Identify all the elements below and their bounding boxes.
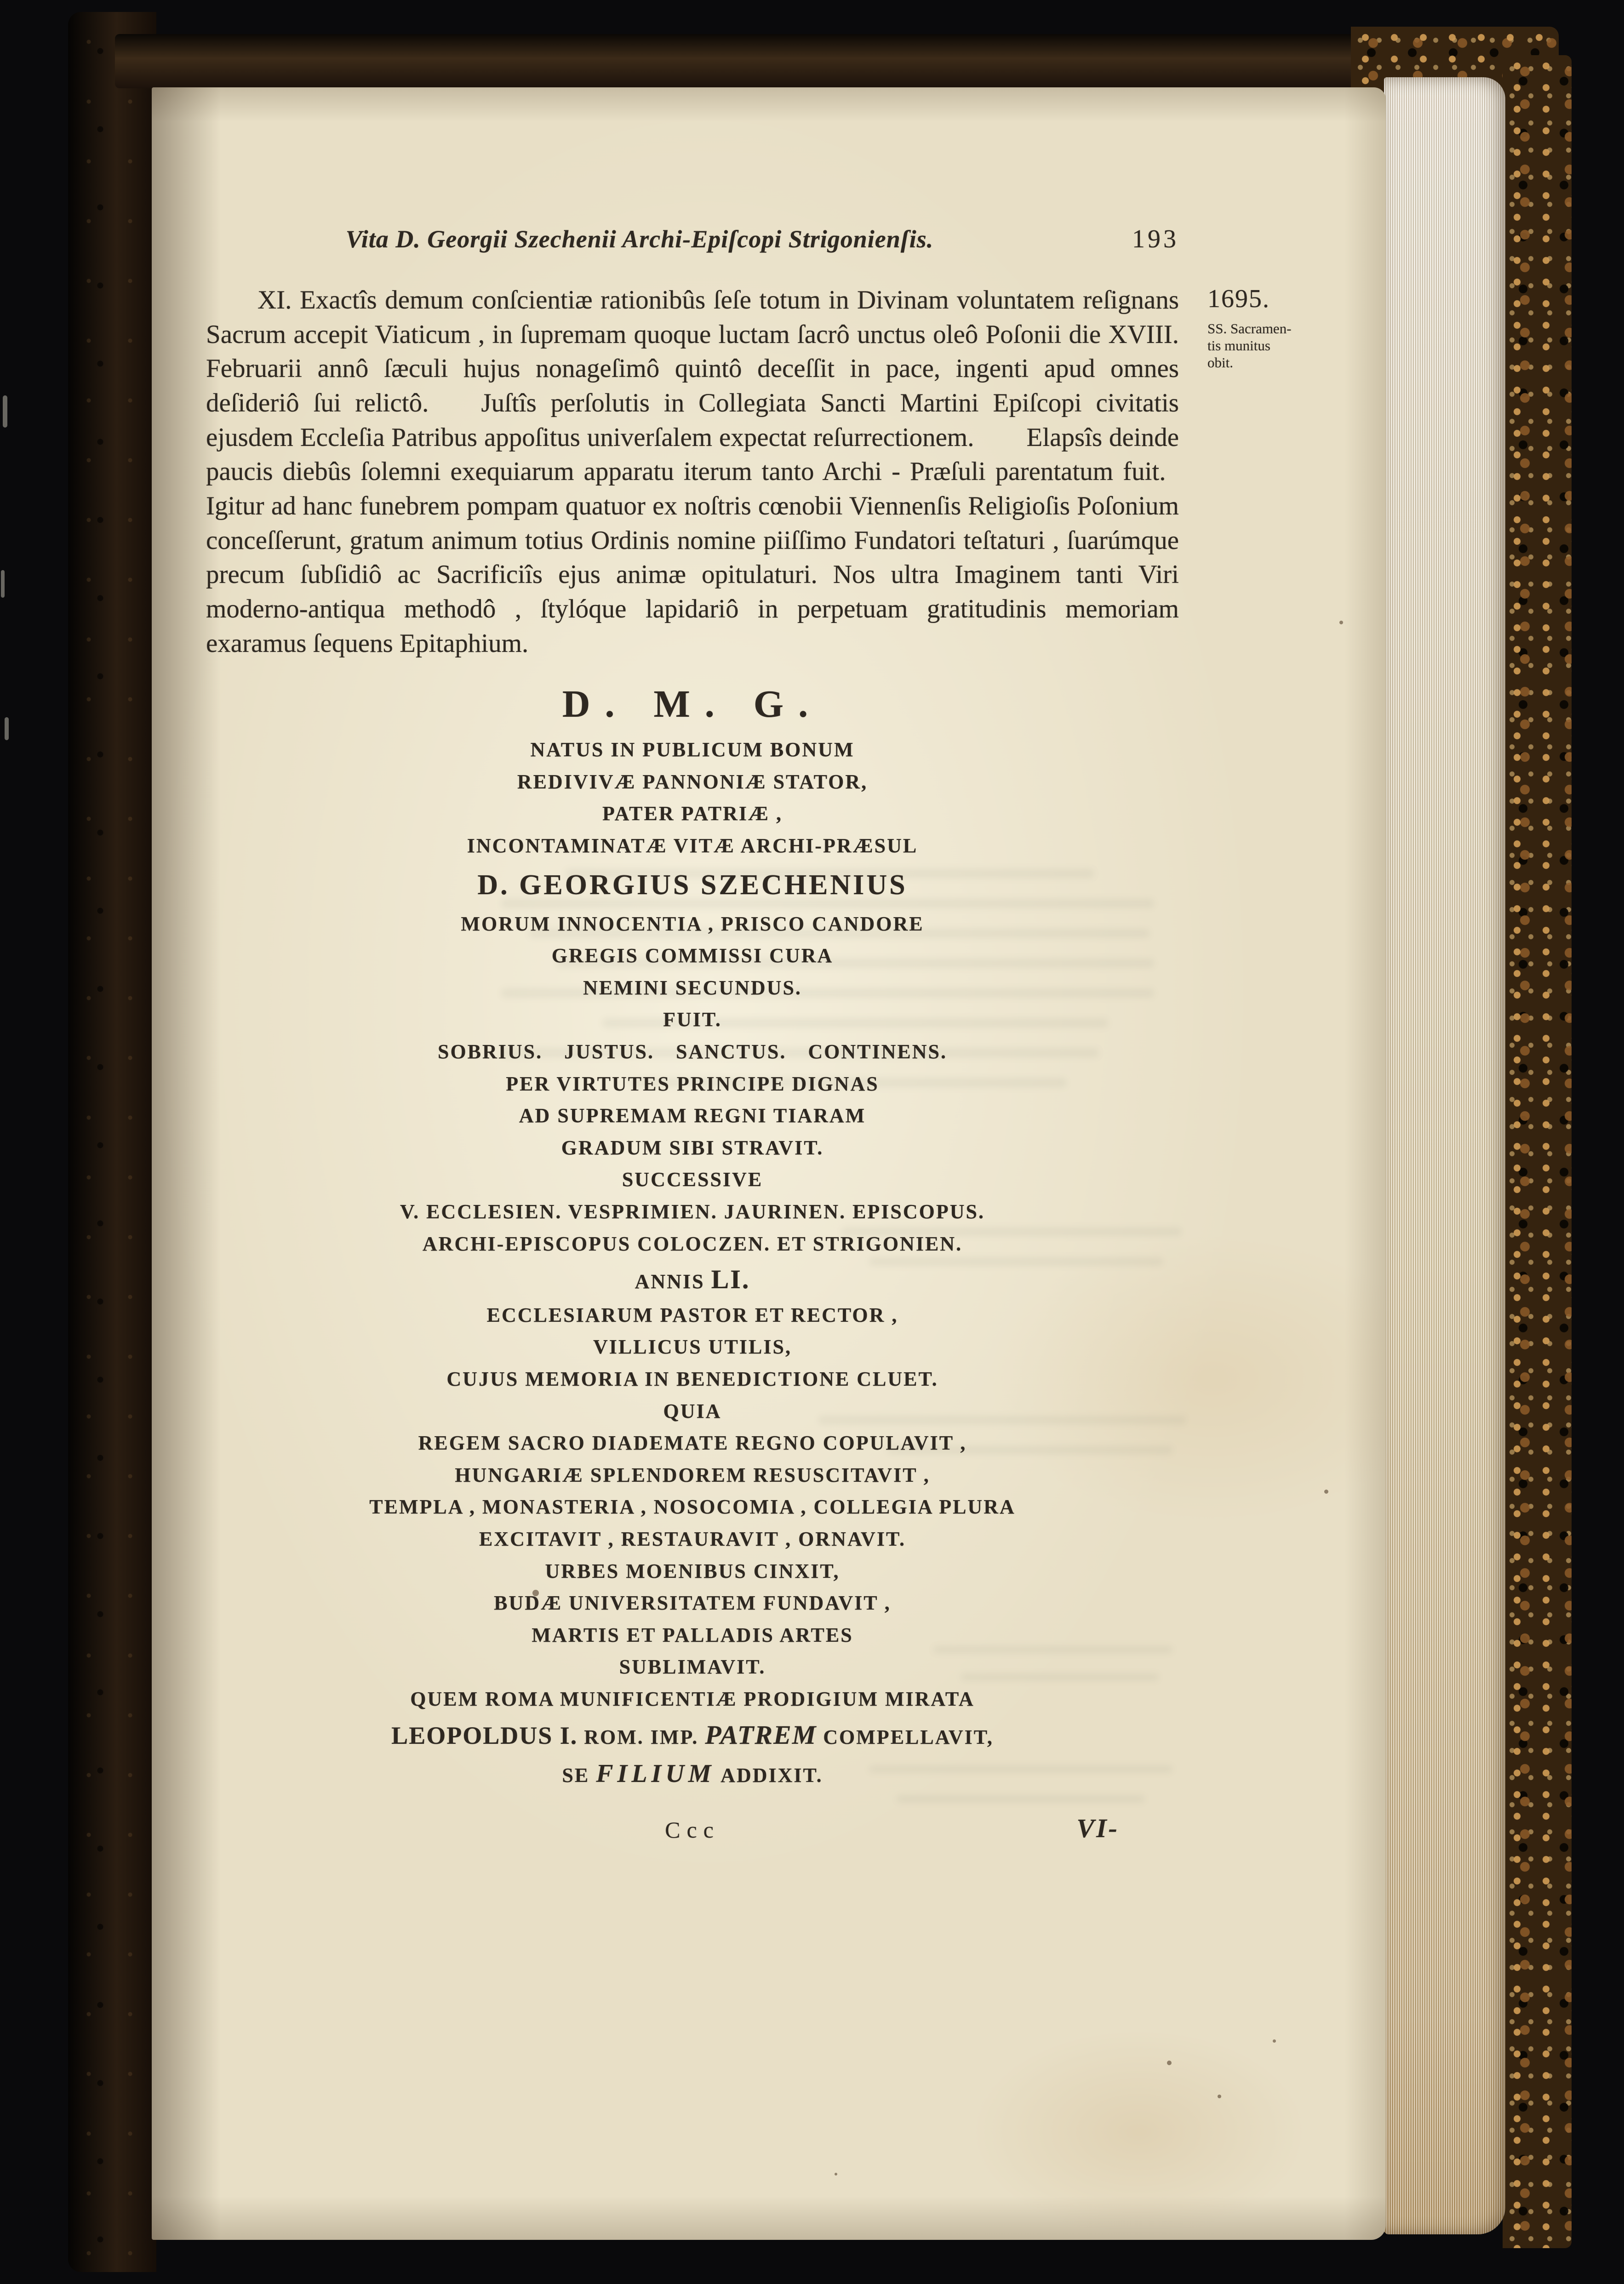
leopold-patrem: PATREM <box>705 1719 817 1750</box>
running-title: Vita D. Georgii Szechenii Archi-Epiſcopi Strigonienſis. <box>345 225 934 253</box>
epitaph-line: INCONTAMINATÆ VITÆ ARCHI-PRÆSUL <box>467 834 918 857</box>
epitaph-line: GREGIS COMMISSI CURA <box>551 944 834 967</box>
leopold-name: LEOPOLDUS I. <box>391 1721 578 1749</box>
catchword: VI- <box>1076 1813 1119 1843</box>
ink-speck <box>1218 2095 1221 2098</box>
epitaph <box>206 682 1179 1788</box>
epitaph-line: GRADUM SIBI STRAVIT. <box>561 1136 824 1159</box>
filium-word: FILIUM <box>596 1759 715 1788</box>
epitaph-leopold-line <box>206 1720 1179 1751</box>
epitaph-line: AD SUPREMAM REGNI TIARAM <box>519 1104 866 1127</box>
page-number: 193 <box>1132 225 1179 253</box>
body-paragraph: XI. Exactîs demum conſcientiæ rationibûs ſeſe totum in Divinam voluntatem reſignans Sacrum accepit Viaticum , in ſupremam quoque luctam ſacrô unctus oleô Poſonii die XVIII. Februarii annô ſæculi hujus nonageſimô quintô deceſſit in pace, ingenti apud omnes deſideriô ſui relictô. Juſtîs perſolutis in Collegiata Sancti Martini Epiſcopi civitatis ejusdem Eccleſia Patribus appoſitus univerſalem expectat reſurrectionem. Elapsîs deinde paucis diebûs ſolemni exequiarum apparatu iterum tanto Archi - Præſuli parentatum fuit. Igitur ad hanc funebrem pompam quatuor ex noſtris cœnobii Viennenſis Religioſis Poſonium conceſſerunt, gratum animum totius Ordinis nomine piiſſimo Fundatori teſtaturi , ſuarúmque precum ſubſidiô ac Sacrificiîs ejus animæ opitulaturi. Nos ultra Imaginem tanti Viri moderno-antiqua methodô , ſtylóque lapidariô in perpetuam gratitudinis memoriam exaramus ſequens Epitaphium. <box>206 286 1179 658</box>
epitaph-line: NATUS IN PUBLICUM BONUM <box>530 738 855 761</box>
margin-notes <box>1207 284 1359 371</box>
epitaph-line: REGEM SACRO DIADEMATE REGNO COPULAVIT , <box>418 1432 967 1455</box>
epitaph-filium-line <box>206 1759 1179 1788</box>
epitaph-line: TEMPLA , MONASTERIA , NOSOCOMIA , COLLEGIA PLURA <box>369 1496 1016 1519</box>
book-top-edge <box>115 34 1553 88</box>
scan-edge-fleck <box>5 717 9 740</box>
page-header <box>206 224 1179 254</box>
epitaph-line: SUBLIMAVIT. <box>619 1656 766 1679</box>
epitaph-line: CUJUS MEMORIA IN BENEDICTIONE CLUET. <box>446 1368 938 1390</box>
filium-se: SE <box>562 1764 590 1787</box>
scan-edge-fleck <box>1 570 5 598</box>
epitaph-line: EXCITAVIT , RESTAURAVIT , ORNAVIT. <box>479 1527 906 1550</box>
epitaph-line: HUNGARIÆ SPLENDOREM RESUSCITAVIT , <box>455 1463 930 1486</box>
margin-note-line: tis munitus <box>1207 337 1270 354</box>
epitaph-line: FUIT. <box>663 1008 722 1031</box>
epitaph-line: SOBRIUS. JUSTUS. SANCTUS. CONTINENS. <box>437 1040 948 1063</box>
margin-year: 1695. <box>1207 285 1270 313</box>
ink-speck <box>1339 621 1343 624</box>
epitaph-line: MORUM INNOCENTIA , PRISCO CANDORE <box>461 912 924 935</box>
marbled-cover-edge <box>1503 55 1572 2248</box>
epitaph-line: REDIVIVÆ PANNONIÆ STATOR, <box>517 770 868 793</box>
epitaph-name-line: D. GEORGIUS SZECHENIUS <box>477 869 908 901</box>
margin-note-line: obit. <box>1207 354 1233 371</box>
epitaph-line: VILLICUS UTILIS, <box>593 1336 792 1359</box>
book-spine <box>68 12 156 2272</box>
gathering-signature: Ccc <box>665 1816 720 1843</box>
text-block <box>206 224 1179 1858</box>
ink-speck <box>1273 2039 1276 2043</box>
epitaph-line: SUCCESSIVE <box>622 1168 763 1191</box>
margin-note <box>1207 320 1359 371</box>
leopold-title: ROM. IMP. <box>584 1725 699 1748</box>
ink-speck <box>1324 1490 1328 1494</box>
epitaph-heading: D. M. G. <box>562 683 823 726</box>
page-fore-edge <box>1384 77 1505 2234</box>
book-page <box>152 87 1386 2240</box>
epitaph-annis-line <box>206 1264 1179 1295</box>
epitaph-line: MARTIS ET PALLADIS ARTES <box>532 1623 853 1646</box>
epitaph-line: NEMINI SECUNDUS. <box>583 976 802 999</box>
epitaph-line: BUDÆ UNIVERSITATEM FUNDAVIT , <box>494 1592 891 1615</box>
annis-label: ANNIS <box>635 1270 705 1293</box>
epitaph-line: QUIA <box>663 1399 722 1422</box>
ink-speck <box>835 2173 837 2176</box>
epitaph-line: PATER PATRIÆ , <box>602 802 783 825</box>
epitaph-line: ECCLESIARUM PASTOR ET RECTOR , <box>486 1303 898 1326</box>
epitaph-line: QUEM ROMA MUNIFICENTIÆ PRODIGIUM MIRATA <box>410 1687 975 1710</box>
epitaph-line: URBES MOENIBUS CINXIT, <box>545 1559 840 1582</box>
leopold-rest: COMPELLAVIT, <box>823 1725 994 1748</box>
epitaph-line: PER VIRTUTES PRINCIPE DIGNAS <box>506 1072 879 1095</box>
scan-edge-fleck <box>3 395 7 428</box>
epitaph-line: V. ECCLESIEN. VESPRIMIEN. JAURINEN. EPISCOPUS. <box>400 1200 985 1223</box>
epitaph-line: ARCHI-EPISCOPUS COLOCZEN. ET STRIGONIEN. <box>422 1232 963 1255</box>
annis-value: LI. <box>711 1264 750 1295</box>
margin-note-line: SS. Sacramen- <box>1207 320 1292 337</box>
ink-speck <box>1167 2061 1172 2065</box>
page-footer <box>206 1813 1179 1858</box>
filium-rest: ADDIXIT. <box>721 1764 823 1787</box>
